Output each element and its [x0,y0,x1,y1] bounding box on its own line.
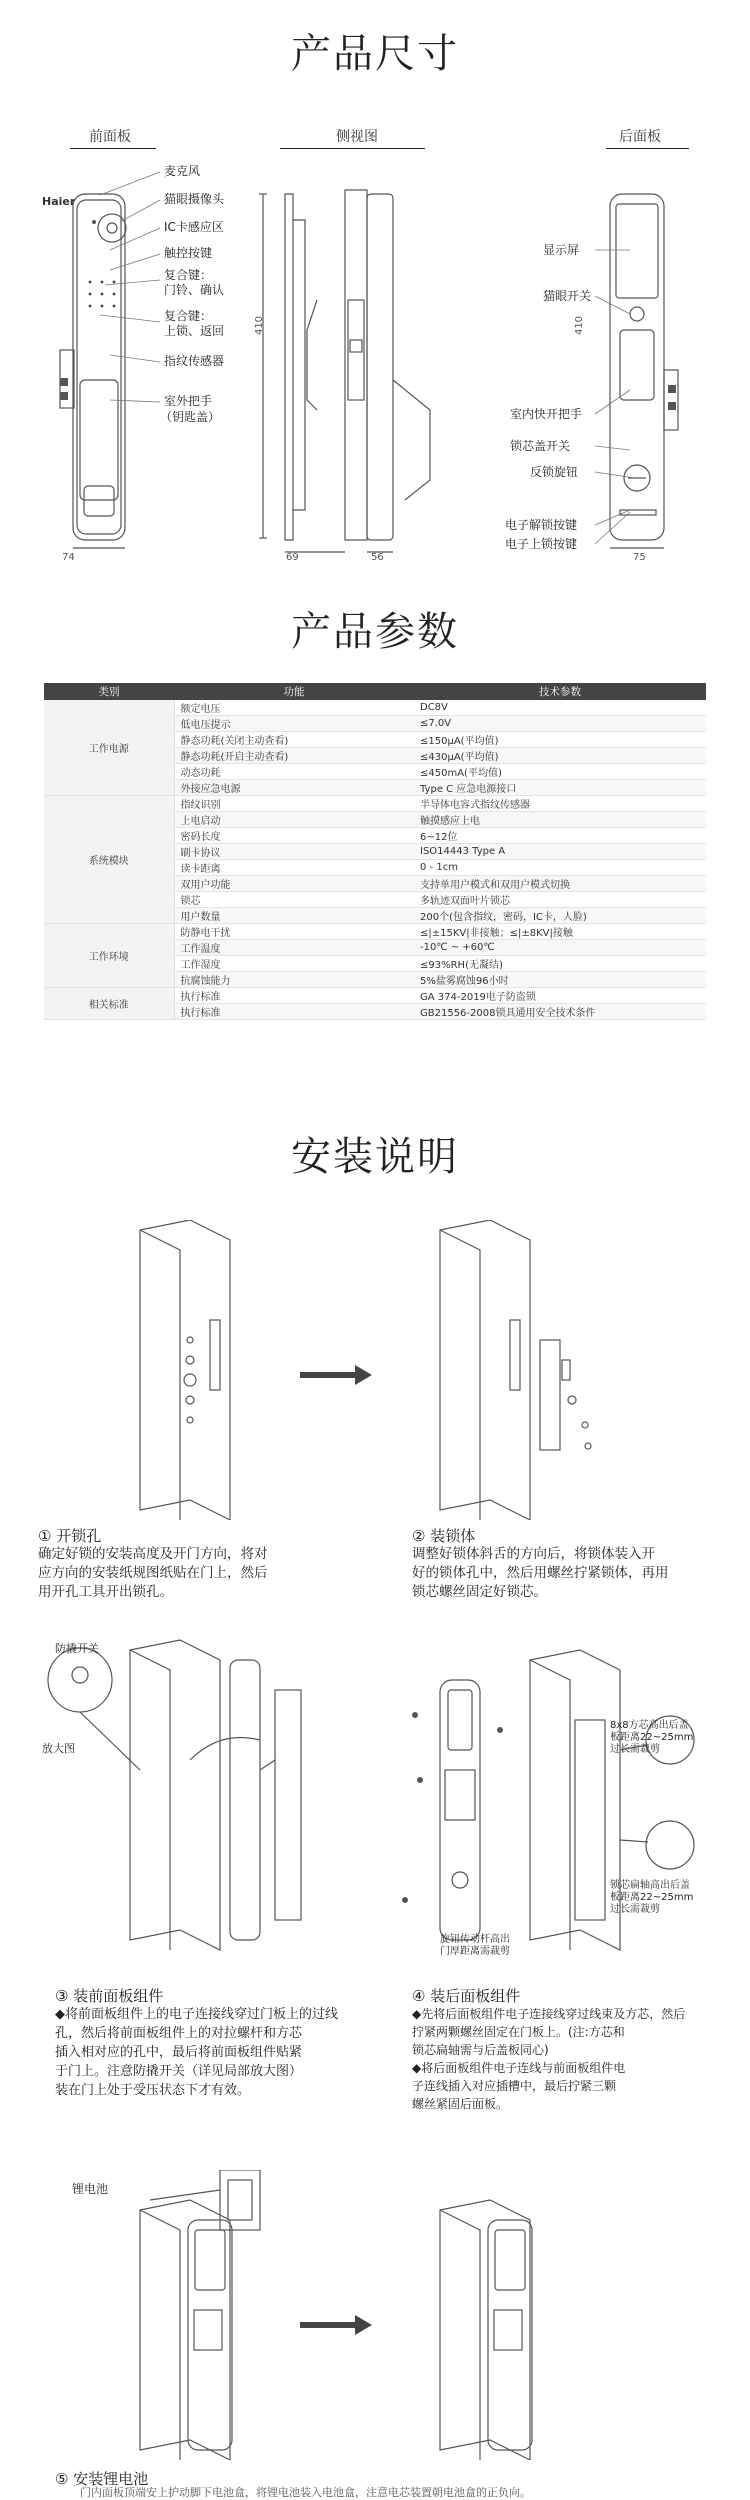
step1-title: ① 开锁孔 [38,1527,102,1545]
dim-height-right: 410 [574,315,586,336]
table-row [44,924,706,940]
step1-line: 应方向的安装纸规图纸贴在门上，然后 [38,1565,268,1581]
step2-body [412,1545,669,1602]
params-table-header [44,683,706,700]
table-function-cell: 静态功耗(开启主动查看) [174,748,414,764]
step4-title: ④ 装后面板组件 [412,1987,521,2005]
step4-line: 螺丝紧固后面板。 [412,2097,509,2111]
table-function-cell: 额定电压 [174,700,414,716]
callout-combo-key-2: 复合键： [164,309,213,323]
table-spec-cell: ≤150μA(平均值) [414,732,706,748]
view-underline-side [280,148,425,149]
dim-side-depth-2: 56 [371,552,384,563]
note-line: 板距离22~25mm [610,1732,694,1743]
step5-line: 门内面板顶端安上护动脚下电池盒，将锂电池装入电池盒，注意电芯装置朝电池盒的正负向。 [80,2486,531,2499]
table-spec-cell: -10℃ ~ +60℃ [414,940,706,956]
table-spec-cell: 5%盐雾腐蚀96小时 [414,972,706,988]
table-function-cell: 锁芯 [174,892,414,908]
step5-body [80,2486,531,2500]
callout-ic-card-area: IC卡感应区 [164,220,224,234]
dim-side-depth-1: 69 [286,552,299,563]
table-function-cell: 抗腐蚀能力 [174,972,414,988]
header-function: 功能 [174,683,414,700]
callout-combo-key-2-desc: 上锁、返回 [164,324,225,338]
callout-outdoor-handle: 室外把手 [164,394,213,408]
dim-back-width: 75 [633,552,646,563]
params-table [44,683,706,1020]
step1-body [38,1545,268,1602]
table-category-cell: 工作环境 [44,924,174,988]
table-row [44,988,706,1004]
table-function-cell: 防静电干扰 [174,924,414,940]
table-function-cell: 工作湿度 [174,956,414,972]
table-spec-cell: ≤|±15KV|非接触；≤|±8KV|接触 [414,924,706,940]
view-underline-back [606,148,689,149]
step4-line: ◆先将后面板组件电子连接线穿过线束及方芯，然后 [412,2007,686,2021]
callout-knob-note [440,1934,510,1958]
table-function-cell: 双用户功能 [174,876,414,892]
callout-electronic-unlock: 电子解锁按键 [505,518,578,532]
section-title-dimensions: 产品尺寸 [291,31,459,77]
callout-peephole-switch: 猫眼开关 [543,289,592,303]
step2-title: ② 装锁体 [412,1527,476,1545]
install-step5-drawing [110,2170,670,2460]
install-step1-2-drawing [110,1220,670,1520]
table-function-cell: 外接应急电源 [174,780,414,796]
callout-square-core-note [610,1720,693,1756]
step2-line: 锁芯螺丝固定好锁芯。 [412,1584,547,1600]
callout-deadlock-knob: 反锁旋钮 [530,465,579,479]
dim-front-width: 74 [62,552,75,563]
table-function-cell: 密码长度 [174,828,414,844]
step3-line: 孔，然后将前面板组件上的对拉螺杆和方芯 [55,2026,303,2041]
callout-peephole-camera: 猫眼摄像头 [164,192,225,206]
table-function-cell: 动态功耗 [174,764,414,780]
callout-cylinder-cover-switch: 锁芯盖开关 [510,439,571,453]
step4-line: 拧紧两颗螺丝固定在门板上。(注:方芯和 [412,2025,625,2039]
table-function-cell: 低电压提示 [174,716,414,732]
table-spec-cell: 半导体电容式指纹传感器 [414,796,706,812]
view-label-side: 侧视图 [336,129,378,145]
step3-line: 于门上。注意防撬开关（详见局部放大图） [55,2064,303,2079]
callout-combo-key-1: 复合键： [164,268,213,282]
step1-line: 用开孔工具开出锁孔。 [38,1584,173,1600]
table-spec-cell: 多轨迹双面叶片锁芯 [414,892,706,908]
step2-line: 调整好锁体斜舌的方向后，将锁体装入开 [412,1546,655,1562]
back-callout-leaders [0,150,750,570]
section-title-params: 产品参数 [291,609,459,655]
step3-title: ③ 装前面板组件 [55,1987,164,2005]
table-spec-cell: Type C 应急电源接口 [414,780,706,796]
callout-indoor-handle: 室内快开把手 [510,407,583,421]
table-function-cell: 执行标准 [174,1004,414,1020]
table-function-cell: 用户数量 [174,908,414,924]
section-title-install: 安装说明 [291,1134,459,1180]
callout-fingerprint-sensor: 指纹传感器 [164,354,225,368]
callout-touch-keys: 触控按键 [164,246,213,260]
step4-line: 子连线插入对应插槽中，最后拧紧三颗 [412,2079,617,2093]
callout-zoom: 放大图 [42,1742,75,1755]
callout-cylinder-note [610,1880,693,1916]
table-row [44,700,706,716]
view-underline-front [70,148,156,149]
step2-line: 好的锁体孔中，然后用螺丝拧紧锁体，再用 [412,1565,669,1581]
step1-line: 确定好锁的安装高度及开门方向，将对 [38,1546,268,1562]
step3-line: 插入相对应的孔中，最后将前面板组件贴紧 [55,2045,303,2060]
table-spec-cell: ≤7.0V [414,716,706,732]
table-spec-cell: GB21556-2008锁具通用安全技术条件 [414,1004,706,1020]
table-function-cell: 静态功耗(关闭主动查看) [174,732,414,748]
table-spec-cell: 触摸感应上电 [414,812,706,828]
table-spec-cell: ≤430μA(平均值) [414,748,706,764]
step3-body [55,2005,338,2100]
brand-logo: Haier [42,195,76,208]
table-category-cell: 工作电源 [44,700,174,796]
table-function-cell: 上电启动 [174,812,414,828]
table-spec-cell: 0 - 1cm [414,860,706,876]
callout-combo-key-1-desc: 门铃、确认 [164,283,225,297]
header-spec: 技术参数 [414,683,706,700]
note-line: 过长需裁剪 [610,1904,660,1915]
step4-line: ◆将后面板组件电子连线与前面板组件电 [412,2061,626,2075]
table-spec-cell: 支持单用户模式和双用户模式切换 [414,876,706,892]
table-row [44,796,706,812]
note-line: 锁芯扁轴高出后盖 [610,1880,690,1891]
callout-tamper-switch: 防撬开关 [55,1642,99,1655]
note-line: 板距离22~25mm [610,1892,694,1903]
table-function-cell: 工作温度 [174,940,414,956]
table-category-cell: 系统模块 [44,796,174,924]
table-spec-cell: ≤93%RH(无凝结) [414,956,706,972]
table-function-cell: 刷卡协议 [174,844,414,860]
table-category-cell: 相关标准 [44,988,174,1020]
view-label-back: 后面板 [619,129,661,145]
table-function-cell: 执行标准 [174,988,414,1004]
callout-electronic-lock: 电子上锁按键 [505,537,578,551]
note-line: 过长需裁剪 [610,1744,660,1755]
callout-battery: 锂电池 [72,2182,109,2196]
step4-line: 锁芯扁轴需与后盖板同心) [412,2043,549,2057]
table-spec-cell: ≤450mA(平均值) [414,764,706,780]
header-category: 类别 [44,683,174,700]
step5-title: ⑤ 安装锂电池 [55,2470,149,2488]
dim-height-left: 410 [254,315,266,336]
step4-body [412,2005,685,2113]
step3-line: ◆将前面板组件上的电子连接线穿过门板上的过线 [55,2007,338,2022]
table-spec-cell: 6~12位 [414,828,706,844]
callout-display: 显示屏 [543,243,580,257]
note-line: 旋钮传动杆高出 [440,1934,510,1945]
callout-key-cover: （钥匙盖） [160,410,221,424]
note-line: 门厚距离需裁剪 [440,1946,510,1957]
callout-microphone: 麦克风 [164,164,201,178]
table-spec-cell: GA 374-2019电子防盗锁 [414,988,706,1004]
table-function-cell: 指纹识别 [174,796,414,812]
view-label-front: 前面板 [89,129,131,145]
table-spec-cell: 200个(包含指纹，密码，IC卡，人脸) [414,908,706,924]
note-line: 8x8方芯高出后盖 [610,1720,689,1731]
table-function-cell: 读卡距离 [174,860,414,876]
step3-line: 装在门上处于受压状态下才有效。 [55,2083,251,2098]
table-spec-cell: DC8V [414,700,706,716]
table-spec-cell: ISO14443 Type A [414,844,706,860]
